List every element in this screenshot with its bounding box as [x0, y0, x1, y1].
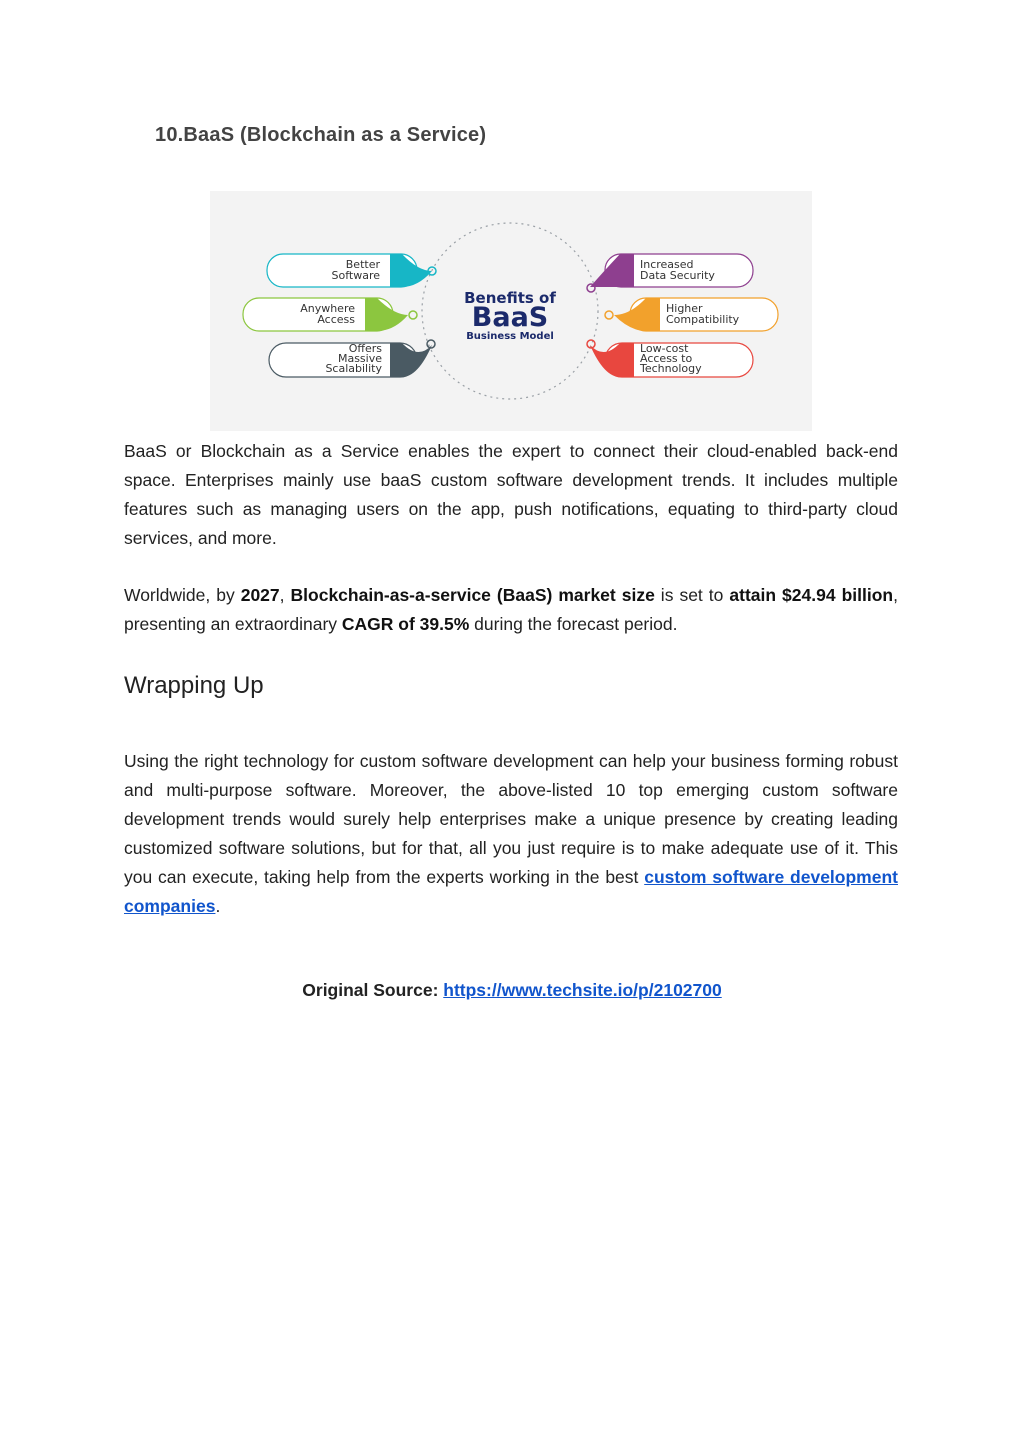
- benefit-better-software: [267, 254, 436, 287]
- bold-amount: attain $24.94 billion: [729, 585, 894, 605]
- baas-benefits-diagram: [210, 191, 812, 431]
- benefit-line: Software: [331, 269, 380, 282]
- benefit-line: Data Security: [640, 269, 715, 282]
- center-title-line2: BaaS: [471, 302, 549, 333]
- text-run: Using the right technology for custom software development can help your business forming robust and multi-purpose software. Moreover, the above-listed 10 top emerging custom software development trends would surely help enterprises make a unique presence by creating leading customized software solutions, but for that, all you just require is to make adequate use of it. This you can execute, taking help from the experts working in the best: [124, 751, 898, 887]
- benefit-anywhere-access: [243, 298, 417, 331]
- benefit-line: Low-cost: [640, 342, 689, 355]
- center-title-line3: Business Model: [466, 331, 554, 342]
- benefit-line: Compatibility: [666, 313, 740, 326]
- bold-year: 2027: [240, 585, 280, 605]
- benefit-line: Access: [317, 313, 355, 326]
- benefit-line: Offers: [348, 342, 382, 355]
- original-source: [0, 980, 1024, 1001]
- benefit-line: Massive: [337, 352, 382, 365]
- wrapping-up-paragraph: [124, 747, 898, 921]
- text-run: ,: [279, 585, 291, 605]
- baas-description: BaaS or Blockchain as a Service enables the expert to connect their cloud-enabled back-end space. Enterprises mainly use baaS custom software development trends. It includes multiple features such as managing users on the app, push notifications, equating to third-party cloud services, and more.: [124, 441, 898, 548]
- text-run: Worldwide, by: [124, 585, 241, 605]
- center-title-line1: Benefits of: [464, 289, 556, 307]
- benefit-line: Higher: [666, 302, 703, 315]
- benefit-increased-data-security: [587, 254, 753, 292]
- benefit-line: Access to: [640, 352, 693, 365]
- benefit-massive-scalability: [269, 340, 435, 377]
- baas-market-stat: [124, 581, 898, 639]
- bold-cagr: CAGR of 39.5%: [341, 614, 470, 634]
- benefit-line: Technology: [640, 362, 702, 375]
- source-label: Original Source:: [302, 980, 444, 1000]
- benefit-line: Scalability: [325, 362, 382, 375]
- benefit-line: Anywhere: [300, 302, 355, 315]
- benefit-low-cost-access: [587, 340, 753, 377]
- wrapping-up-heading: Wrapping Up: [124, 672, 264, 699]
- text-run: during the forecast period.: [469, 614, 678, 634]
- benefit-line: Increased: [640, 258, 694, 271]
- benefit-higher-compatibility: [605, 298, 778, 331]
- baas-benefits-figure: [210, 191, 812, 431]
- bold-market-size: Blockchain-as-a-service (BaaS) market size: [290, 585, 655, 605]
- source-url-link[interactable]: https://www.techsite.io/p/2102700: [443, 980, 722, 1000]
- text-run: , presenting an extraordinary: [124, 585, 898, 634]
- custom-software-companies-link[interactable]: custom software development companies: [124, 867, 898, 916]
- text-run: .: [215, 896, 221, 916]
- text-run: is set to: [654, 585, 730, 605]
- section-heading: 10.BaaS (Blockchain as a Service): [155, 124, 487, 146]
- benefit-line: Better: [345, 258, 380, 271]
